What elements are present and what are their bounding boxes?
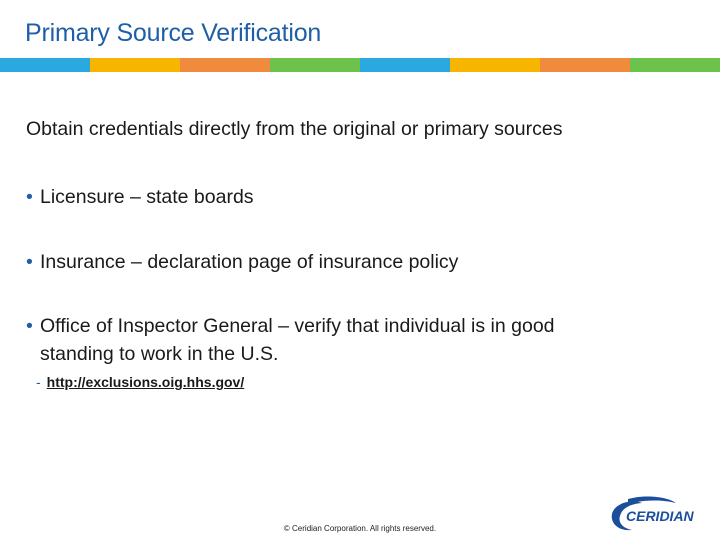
footer-copyright: © Ceridian Corporation. All rights reserved. [283, 524, 437, 533]
stripe-segment [360, 58, 450, 72]
stripe-segment [0, 58, 90, 72]
stripe-segment [90, 58, 180, 72]
stripe-segment [540, 58, 630, 72]
stripe-segment [450, 58, 540, 72]
color-stripe [0, 58, 720, 72]
intro-text: Obtain credentials directly from the original or primary sources [26, 118, 563, 140]
stripe-segment [630, 58, 720, 72]
oig-exclusions-link[interactable]: http://exclusions.oig.hhs.gov/ [46, 374, 245, 390]
bullet-text-line2: standing to work in the U.S. [40, 343, 279, 365]
sub-bullet-marker: - [36, 374, 41, 390]
bullet-marker: • [26, 315, 33, 337]
bullet-marker: • [26, 251, 33, 273]
slide-title: Primary Source Verification [25, 19, 322, 47]
ceridian-logo [606, 495, 714, 535]
bullet-oig [26, 312, 691, 368]
bullet-licensure [26, 183, 691, 211]
bullet-text: Licensure – state boards [40, 186, 254, 208]
sub-bullet [36, 374, 244, 390]
bullet-insurance [26, 248, 691, 276]
logo-wordmark: CERIDIAN [626, 508, 694, 524]
bullet-text-line1: Office of Inspector General – verify that individual is in good [40, 315, 555, 337]
stripe-segment [270, 58, 360, 72]
bullet-marker: • [26, 186, 33, 208]
bullet-text: Insurance – declaration page of insurance policy [40, 251, 459, 273]
stripe-segment [180, 58, 270, 72]
